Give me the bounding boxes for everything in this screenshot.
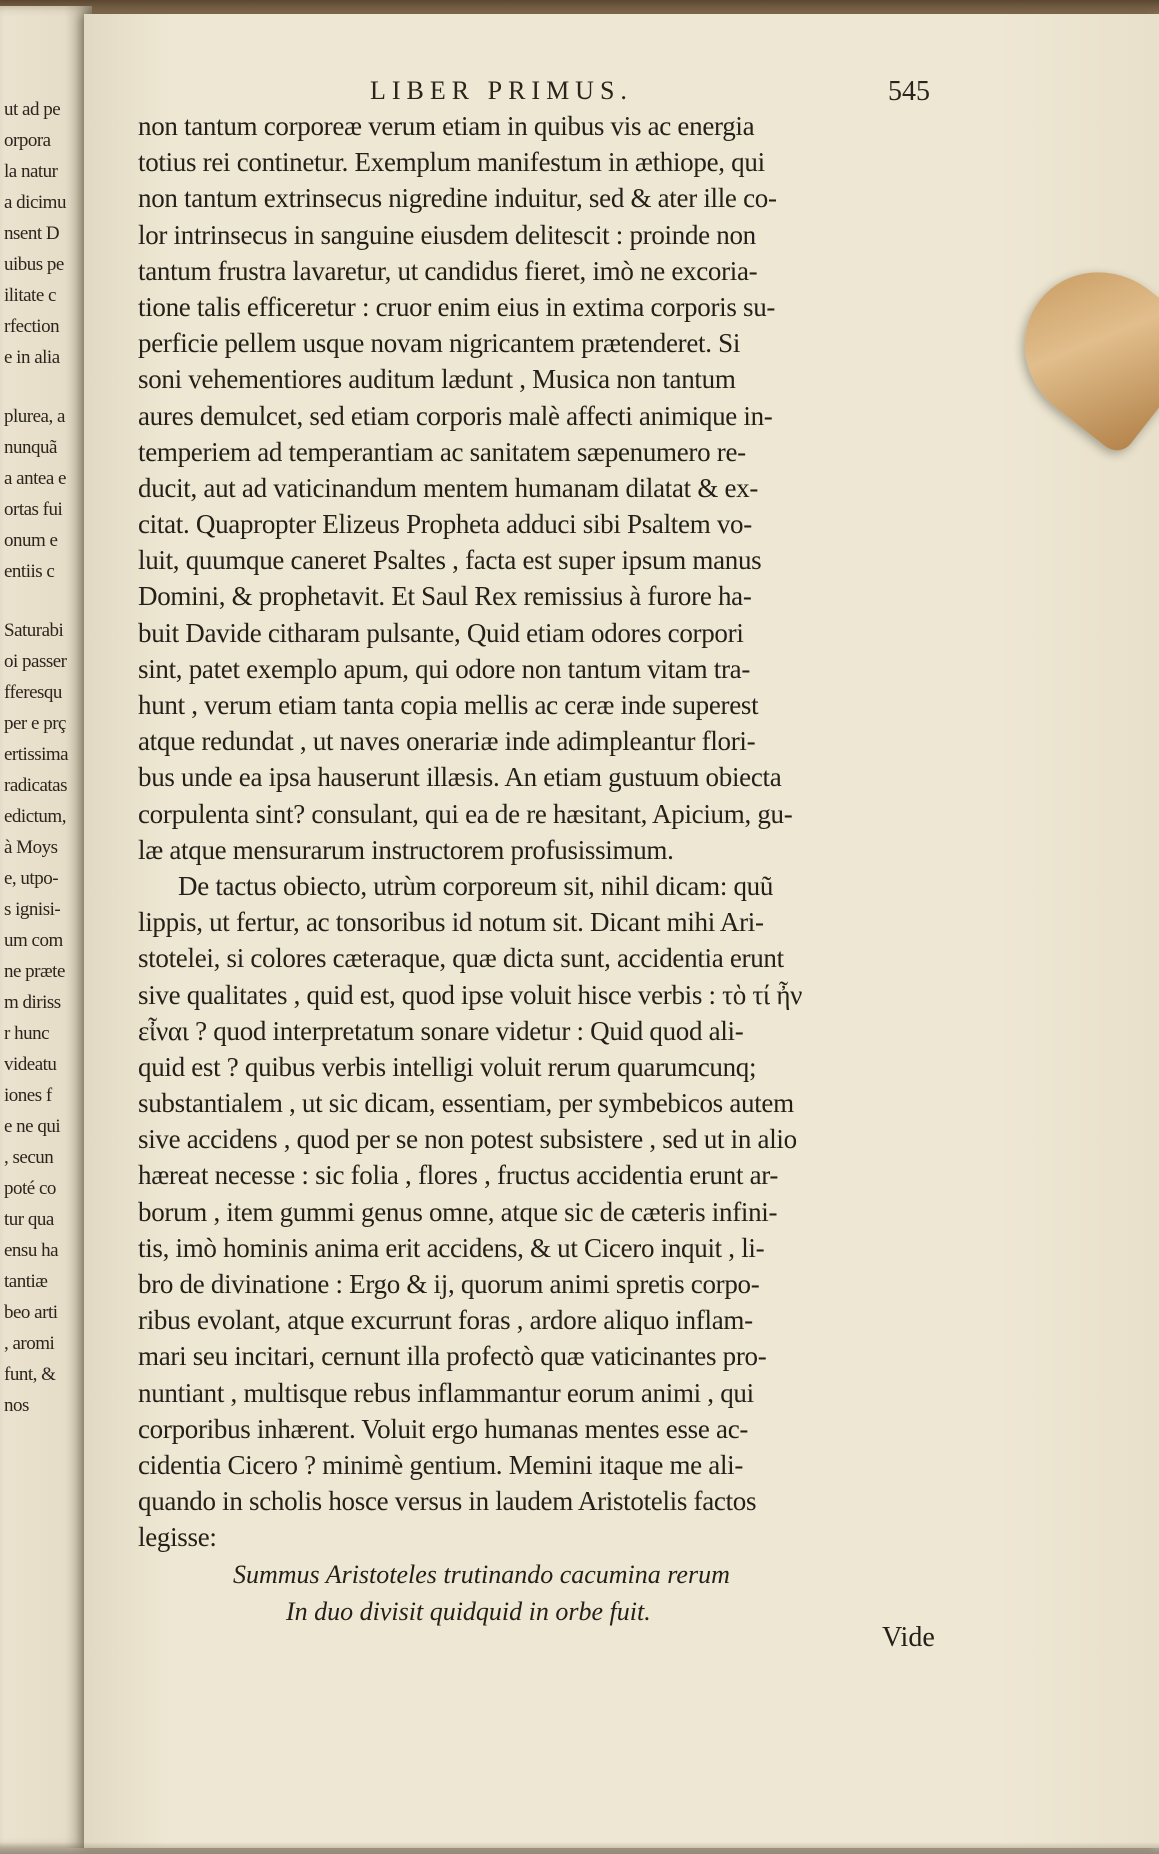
left-fragment: à Moys — [4, 837, 58, 858]
text-line: tione talis efficeretur : cruor enim eius in extima corporis su- — [138, 291, 776, 322]
text-line: non tantum extrinsecus nigredine induitur, sed & ater ille co- — [138, 183, 777, 214]
text-line: legisse: — [138, 1522, 217, 1553]
left-fragment: ortas fui — [4, 499, 63, 520]
left-paragraph-gap — [4, 587, 92, 615]
left-fragment: nunquã — [4, 437, 57, 458]
text-line: hunt , verum etiam tanta copia mellis ac ceræ inde superest — [138, 690, 759, 720]
left-fragment: e, utpo- — [4, 868, 59, 889]
text-line: sive accidens , quod per se non potest subsistere , sed ut in alio — [138, 1124, 797, 1155]
catchword: Vide — [882, 1622, 935, 1653]
left-fragment: fferesqu — [4, 682, 62, 703]
body-text — [138, 108, 970, 1630]
text-line: borum , item gummi genus omne, atque sic de cæteris infini- — [138, 1196, 778, 1227]
text-line: læ atque mensurarum instructorem profusissimum. — [138, 834, 674, 865]
page-bottom-shadow — [0, 1842, 1159, 1854]
left-fragment: per e prç — [4, 713, 66, 734]
left-fragment: onum e — [4, 530, 58, 551]
text-line: quando in scholis hosce versus in laudem Aristotelis factos — [138, 1486, 757, 1517]
left-fragment: plurea, a — [4, 406, 65, 427]
left-fragment: poté co — [4, 1178, 56, 1199]
page-header — [370, 76, 930, 108]
left-fragment: e in alia — [4, 347, 60, 368]
left-fragment: la natur — [4, 161, 58, 182]
text-line: sint, patet exemplo apum, qui odore non tantum vitam tra- — [138, 653, 751, 684]
left-fragment: , secun — [4, 1147, 54, 1168]
text-line: Domini, & prophetavit. Et Saul Rex remissius à furore ha- — [138, 581, 752, 612]
left-fragment: edictum, — [4, 806, 66, 827]
text-line: De tactus obiecto, utrùm corporeum sit, nihil dicam: quũ — [178, 870, 774, 901]
left-fragment: ne præte — [4, 961, 65, 982]
left-fragment: iones f — [4, 1085, 52, 1106]
text-line: perficie pellem usque novam nigricantem prætenderet. Si — [138, 328, 741, 359]
left-fragment: um com — [4, 930, 63, 951]
text-line: cidentia Cicero ? minimè gentium. Memini itaque me ali- — [138, 1449, 744, 1480]
left-fragment: rfection — [4, 316, 60, 337]
text-line: luit, quumque caneret Psaltes , facta est super ipsum manus — [138, 545, 762, 576]
text-line: bus unde ea ipsa hauserunt illæsis. An etiam gustuum obiecta — [138, 762, 782, 793]
text-line: buit Davide citharam pulsante, Quid etiam odores corpori — [138, 617, 744, 648]
text-line: citat. Quapropter Elizeus Propheta adduci sibi Psaltem vo- — [138, 509, 752, 540]
left-fragment: nsent D — [4, 223, 60, 244]
left-fragment: s ignisi- — [4, 899, 61, 920]
text-line: corporibus inhærent. Voluit ergo humanas mentes esse ac- — [138, 1413, 749, 1444]
text-line: lippis, ut fertur, ac tonsoribus id notum sit. Dicant mihi Ari- — [138, 907, 764, 938]
text-line: hæreat necesse : sic folia , flores , fructus accidentia erunt ar- — [138, 1160, 779, 1191]
text-line: stotelei, si colores cæteraque, quæ dicta sunt, accidentia erunt — [138, 943, 784, 974]
text-line: mari seu incitari, cernunt illa profectò quæ vaticinantes pro- — [138, 1341, 767, 1372]
left-fragment: r hunc — [4, 1023, 50, 1044]
text-line: nuntiant , multisque rebus inflammantur eorum animi , qui — [138, 1377, 754, 1408]
text-line: soni vehementiores auditum lædunt , Musica non tantum — [138, 364, 736, 395]
text-line: substantialem , ut sic dicam, essentiam, per symbebicos autem — [138, 1088, 794, 1119]
text-line: bro de divinatione : Ergo & ij, quorum animi spretis corpo- — [138, 1269, 760, 1299]
left-fragment: , aromi — [4, 1333, 55, 1354]
left-fragment: oi passer — [4, 651, 67, 672]
left-fragment: orpora — [4, 130, 51, 151]
left-fragment: videatu — [4, 1054, 57, 1075]
left-fragment: nos — [4, 1395, 29, 1416]
left-fragment: ut ad pe — [4, 99, 61, 120]
text-line: aures demulcet, sed etiam corporis malè affecti animique in- — [138, 400, 773, 431]
left-facing-page — [0, 6, 92, 1848]
left-fragment: tantiæ — [4, 1271, 48, 1292]
left-fragment: Saturabi — [4, 620, 64, 641]
text-line: tis, imò hominis anima erit accidens, & ut Cicero inquit , li- — [138, 1232, 765, 1263]
left-fragment: ensu ha — [4, 1240, 59, 1261]
left-fragment: entiis c — [4, 561, 55, 582]
running-title: LIBER PRIMUS. — [370, 76, 633, 105]
left-fragment: m diriss — [4, 992, 61, 1013]
left-fragment: a antea e — [4, 468, 66, 489]
text-line: ribus evolant, atque excurrunt foras , ardore aliquo inflam- — [138, 1305, 753, 1336]
page-number: 545 — [888, 76, 930, 107]
text-line: temperiem ad temperantiam ac sanitatem sæpenumero re- — [138, 436, 746, 467]
text-line: ducit, aut ad vaticinandum mentem humanam dilatat & ex- — [138, 472, 759, 503]
text-line: corpulenta sint? consulant, qui ea de re hæsitant, Apicium, gu- — [138, 798, 793, 829]
left-fragment: beo arti — [4, 1302, 58, 1323]
text-line: quid est ? quibus verbis intelligi voluit rerum quarumcunq; — [138, 1051, 757, 1082]
left-fragment: ilitate c — [4, 285, 56, 306]
verse-line: Summus Aristoteles trutinando cacumina rerum — [233, 1559, 730, 1589]
left-fragment: a dicimu — [4, 192, 66, 213]
left-fragment: e ne qui — [4, 1116, 61, 1137]
text-line: atque redundat , ut naves onerariæ inde adimpleantur flori- — [138, 726, 756, 757]
text-line: tantum frustra lavaretur, ut candidus fieret, imò ne excoria- — [138, 255, 758, 286]
left-fragment: funt, & — [4, 1364, 56, 1385]
left-page-text-fragments — [4, 94, 92, 1421]
text-line: εἶναι ? quod interpretatum sonare videtur : Quid quod ali- — [138, 1015, 744, 1046]
left-paragraph-gap — [4, 373, 92, 401]
text-line: non tantum corporeæ verum etiam in quibus vis ac energia — [138, 111, 755, 141]
verse-line: In duo divisit quidquid in orbe fuit. — [286, 1596, 651, 1626]
text-line: lor intrinsecus in sanguine eiusdem delitescit : proinde non — [138, 219, 756, 250]
left-fragment: tur qua — [4, 1209, 54, 1230]
left-fragment: radicatas — [4, 775, 68, 796]
text-line: sive qualitates , quid est, quod ipse voluit hisce verbis : τὸ τί ἦν — [138, 979, 803, 1010]
text-line: totius rei continetur. Exemplum manifestum in æthiope, qui — [138, 147, 765, 178]
left-fragment: uibus pe — [4, 254, 64, 275]
left-fragment: ertissima — [4, 744, 69, 765]
